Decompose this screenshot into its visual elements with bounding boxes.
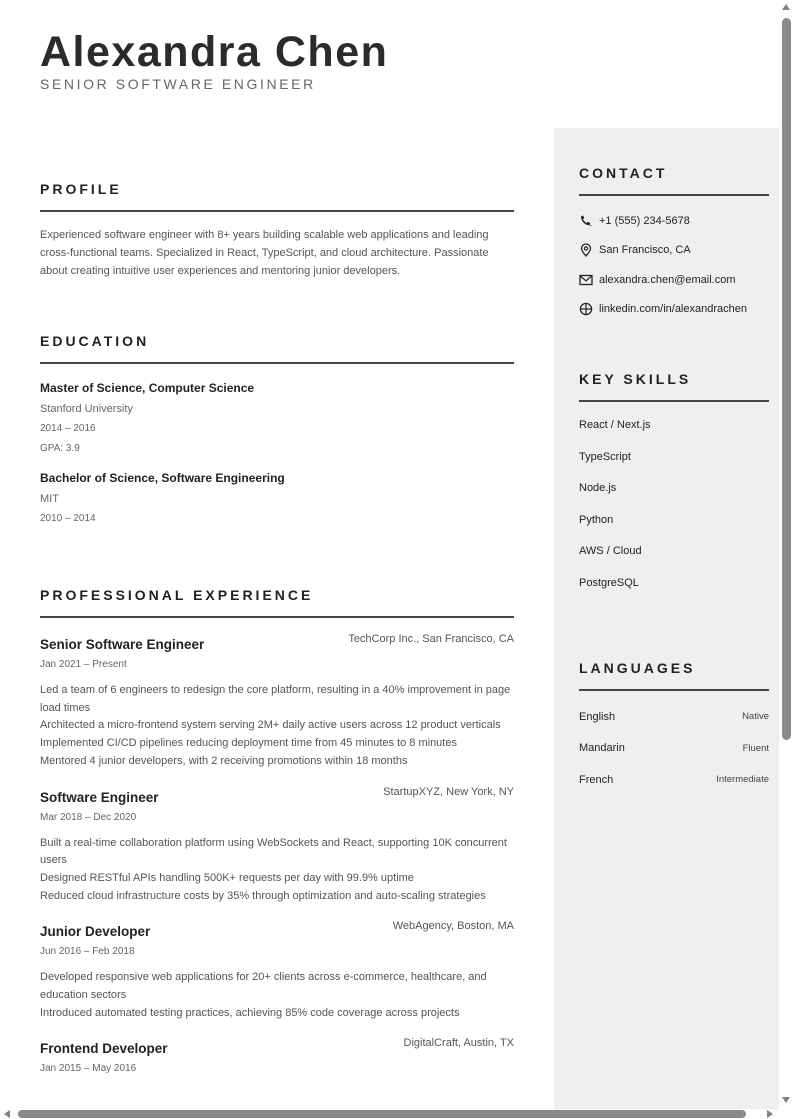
scroll-up-arrow-icon[interactable] xyxy=(782,4,790,10)
horizontal-scroll-thumb[interactable] xyxy=(18,1110,746,1118)
skill-item: PostgreSQL xyxy=(579,576,639,589)
globe-icon xyxy=(579,302,593,316)
job-bullet: Introduced automated testing practices, achieving 85% code coverage across projects xyxy=(40,1006,460,1019)
education-dates: 2010 – 2014 xyxy=(40,513,96,524)
education-gpa: GPA: 3.9 xyxy=(40,443,80,454)
job-company: TechCorp Inc., San Francisco, CA xyxy=(348,633,514,645)
skills-section xyxy=(579,370,769,602)
contact-email[interactable] xyxy=(579,265,769,295)
contact-phone xyxy=(579,206,769,236)
skill-item: Node.js xyxy=(579,482,617,495)
languages-section xyxy=(579,659,769,796)
job-bullet: Designed RESTful APIs handling 500K+ requests per day with 99.9% uptime xyxy=(40,871,414,884)
education-dates: 2014 – 2016 xyxy=(40,423,96,434)
job-bullet: Implemented CI/CD pipelines reducing deployment time from 45 minutes to 8 minutes xyxy=(40,737,457,750)
job-company: WebAgency, Boston, MA xyxy=(392,920,514,933)
job-dates: Jun 2016 – Feb 2018 xyxy=(40,946,135,958)
job-bullets xyxy=(40,682,514,771)
job-company: DigitalCraft, Austin, TX xyxy=(403,1037,514,1050)
vertical-scrollbar[interactable] xyxy=(779,0,794,1109)
section-divider xyxy=(40,616,514,618)
language-item xyxy=(579,764,769,796)
language-item xyxy=(579,701,769,733)
job-entry xyxy=(40,785,514,906)
job-bullets xyxy=(40,835,514,906)
scroll-down-arrow-icon[interactable] xyxy=(782,1097,790,1103)
job-bullet: Architected a micro-frontend system serving 2M+ daily active users across 12 product verticals xyxy=(40,719,501,732)
job-bullet: Developed responsive web applications for 20+ clients across e-commerce, healthcare, and education sectors xyxy=(40,971,487,1002)
section-divider xyxy=(40,362,514,364)
language-level: Fluent xyxy=(742,742,769,754)
profile-section xyxy=(40,180,514,280)
education-item xyxy=(40,380,514,456)
education-degree: Master of Science, Computer Science xyxy=(40,381,255,395)
job-bullet: Mentored 4 junior developers, with 2 receiving promotions within 18 months xyxy=(40,754,408,767)
education-item xyxy=(40,470,514,526)
language-level: Native xyxy=(742,711,769,723)
language-name: French xyxy=(579,773,614,786)
education-section xyxy=(40,332,514,526)
phone-icon xyxy=(579,214,593,228)
job-entry xyxy=(40,632,514,771)
job-bullet: Led a team of 6 engineers to redesign the core platform, resulting in a 40% improvement in page load times xyxy=(40,684,511,714)
language-list xyxy=(579,701,769,796)
section-divider xyxy=(579,194,769,196)
resume-header xyxy=(40,28,388,92)
section-heading-education: EDUCATION xyxy=(40,333,150,349)
location-pin-icon xyxy=(579,243,593,257)
section-heading-profile: PROFILE xyxy=(40,181,122,197)
scroll-right-arrow-icon[interactable] xyxy=(767,1110,773,1118)
skill-item: AWS / Cloud xyxy=(579,545,642,558)
profile-summary: Experienced software engineer with 8+ years building scalable web applications and leading cross-functional teams. Specialized in React, TypeScript, and cloud architecture. Passionate about creating intuitive user experiences and mentoring junior developers. xyxy=(40,229,489,277)
job-title: Junior Developer xyxy=(40,924,151,940)
education-school: MIT xyxy=(40,493,59,505)
skill-item: Python xyxy=(579,513,614,526)
job-dates: Jan 2021 – Present xyxy=(40,659,127,670)
section-heading-languages: LANGUAGES xyxy=(579,660,696,676)
contact-location-text: San Francisco, CA xyxy=(599,244,691,257)
language-level: Intermediate xyxy=(716,774,769,786)
scroll-left-arrow-icon[interactable] xyxy=(4,1110,10,1118)
skill-item: React / Next.js xyxy=(579,419,651,431)
job-dates: Jan 2015 – May 2016 xyxy=(40,1063,137,1075)
section-heading-experience: PROFESSIONAL EXPERIENCE xyxy=(40,587,314,603)
vertical-scroll-thumb[interactable] xyxy=(782,18,791,740)
job-entry xyxy=(40,1036,514,1076)
job-entry xyxy=(40,919,514,1022)
contact-email-text[interactable]: alexandra.chen@email.com xyxy=(599,273,736,286)
job-bullets xyxy=(40,969,514,1022)
language-item xyxy=(579,733,769,765)
job-company: StartupXYZ, New York, NY xyxy=(383,785,514,798)
job-title: Software Engineer xyxy=(40,789,159,805)
contact-section xyxy=(579,164,769,324)
contact-phone-text: +1 (555) 234-5678 xyxy=(599,214,690,227)
language-name: Mandarin xyxy=(579,742,625,755)
education-degree: Bachelor of Science, Software Engineering xyxy=(40,471,285,485)
contact-linkedin-text[interactable]: linkedin.com/in/alexandrachen xyxy=(599,303,747,316)
job-dates: Mar 2018 – Dec 2020 xyxy=(40,811,137,823)
contact-list xyxy=(579,206,769,324)
education-school: Stanford University xyxy=(40,403,133,415)
skill-item: TypeScript xyxy=(579,450,631,463)
section-divider xyxy=(579,689,769,691)
mail-icon xyxy=(579,273,593,287)
sidebar xyxy=(554,128,779,1109)
skill-list xyxy=(579,412,769,602)
contact-location xyxy=(579,236,769,266)
job-bullet: Reduced cloud infrastructure costs by 35% through optimization and auto-scaling strategies xyxy=(40,889,486,902)
language-name: English xyxy=(579,710,616,723)
section-divider xyxy=(579,400,769,402)
section-heading-contact: CONTACT xyxy=(579,165,668,181)
job-title: Senior Software Engineer xyxy=(40,637,205,652)
candidate-title: SENIOR SOFTWARE ENGINEER xyxy=(40,76,316,92)
section-divider xyxy=(40,210,514,212)
horizontal-scrollbar[interactable] xyxy=(0,1109,794,1119)
candidate-name: Alexandra Chen xyxy=(40,28,389,76)
job-title: Frontend Developer xyxy=(40,1041,168,1057)
section-heading-skills: KEY SKILLS xyxy=(579,371,692,387)
job-bullet: Built a real-time collaboration platform using WebSockets and React, supporting 10K concurrent users xyxy=(40,836,507,867)
experience-section xyxy=(40,586,514,1076)
contact-linkedin[interactable] xyxy=(579,295,769,325)
